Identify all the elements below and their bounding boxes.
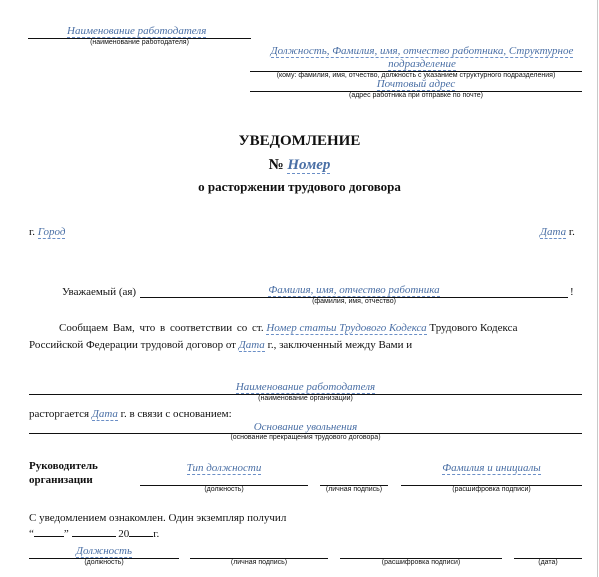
- termination-date-field[interactable]: Дата: [91, 408, 118, 420]
- recipient-caption: (кому: фамилия, имя, отчество, должность с указанием структурного подразделения): [276, 72, 556, 79]
- body-line-2: Российской Федерации трудовой договор от Дата г., заключенный между Вами и: [29, 339, 413, 351]
- employee-name-field[interactable]: Фамилия, имя, отчество работника: [268, 284, 440, 296]
- terminate-row: расторгается Дата г. в связи с основанием:: [29, 408, 232, 420]
- ack-signature-caption: (личная подпись): [230, 559, 288, 566]
- ack-decode-caption: (расшифровка подписи): [381, 559, 461, 566]
- number-field[interactable]: Номер: [287, 157, 331, 173]
- greeting-label: Уважаемый (ая): [62, 286, 137, 298]
- head-name-caption: (расшифровка подписи): [452, 486, 531, 493]
- head-name-field[interactable]: Фамилия и инициалы: [442, 462, 541, 474]
- head-label-2: организации: [29, 474, 93, 486]
- ack-date-row: “ ” 20 г.: [29, 528, 160, 540]
- organization-caption: (наименование организации): [258, 395, 353, 402]
- greeting-caption: (фамилия, имя, отчество): [312, 298, 396, 305]
- head-label-1: Руководитель: [29, 460, 98, 472]
- employer-caption: (наименование работодателя): [90, 39, 189, 46]
- contract-date-field[interactable]: Дата: [238, 339, 265, 351]
- recipient-field[interactable]: Должность, Фамилия, имя, отчество работника, Структурное подразделение: [270, 45, 574, 70]
- reason-caption: (основание прекращения трудового договора): [230, 434, 381, 441]
- document-title: УВЕДОМЛЕНИЕ: [238, 133, 361, 149]
- document-number: [0, 157, 599, 174]
- city-field[interactable]: Город: [37, 226, 66, 238]
- document-subtitle: о расторжении трудового договора: [198, 179, 401, 194]
- ack-year-blank[interactable]: [129, 536, 153, 537]
- article-field[interactable]: Номер статьи Трудового Кодекса: [266, 322, 427, 334]
- acknowledgement-text: С уведомлением ознакомлен. Один экземпляр получил: [29, 512, 287, 524]
- ack-day-blank[interactable]: [34, 536, 64, 537]
- postal-address-caption: (адрес работника при отправке по почте): [348, 92, 484, 99]
- reason-field[interactable]: Основание увольнения: [253, 421, 358, 433]
- greeting-exclaim: !: [570, 286, 574, 298]
- date-row: [540, 226, 575, 238]
- date-field[interactable]: Дата: [540, 226, 567, 238]
- ack-position-field[interactable]: Должность: [75, 545, 133, 557]
- ack-position-caption: (должность): [84, 559, 124, 566]
- number-sign: №: [268, 157, 284, 173]
- body-line-1: Сообщаем Вам, что в соответствии со ст. Номер статьи Трудового Кодекса Трудового Кодекса: [59, 322, 518, 334]
- city-row: [29, 226, 65, 238]
- date-suffix: г.: [568, 226, 575, 238]
- postal-address-field[interactable]: Почтовый адрес: [376, 78, 456, 90]
- organization-field[interactable]: Наименование работодателя: [235, 381, 376, 393]
- head-signature-caption: (личная подпись): [325, 486, 383, 493]
- head-position-field[interactable]: Тип должности: [186, 462, 262, 474]
- ack-date-caption: (дата): [538, 559, 558, 566]
- employer-name-field[interactable]: Наименование работодателя: [67, 25, 207, 37]
- head-position-caption: (должность): [204, 486, 244, 493]
- ack-month-blank[interactable]: [72, 536, 116, 537]
- city-prefix: г.: [29, 226, 36, 238]
